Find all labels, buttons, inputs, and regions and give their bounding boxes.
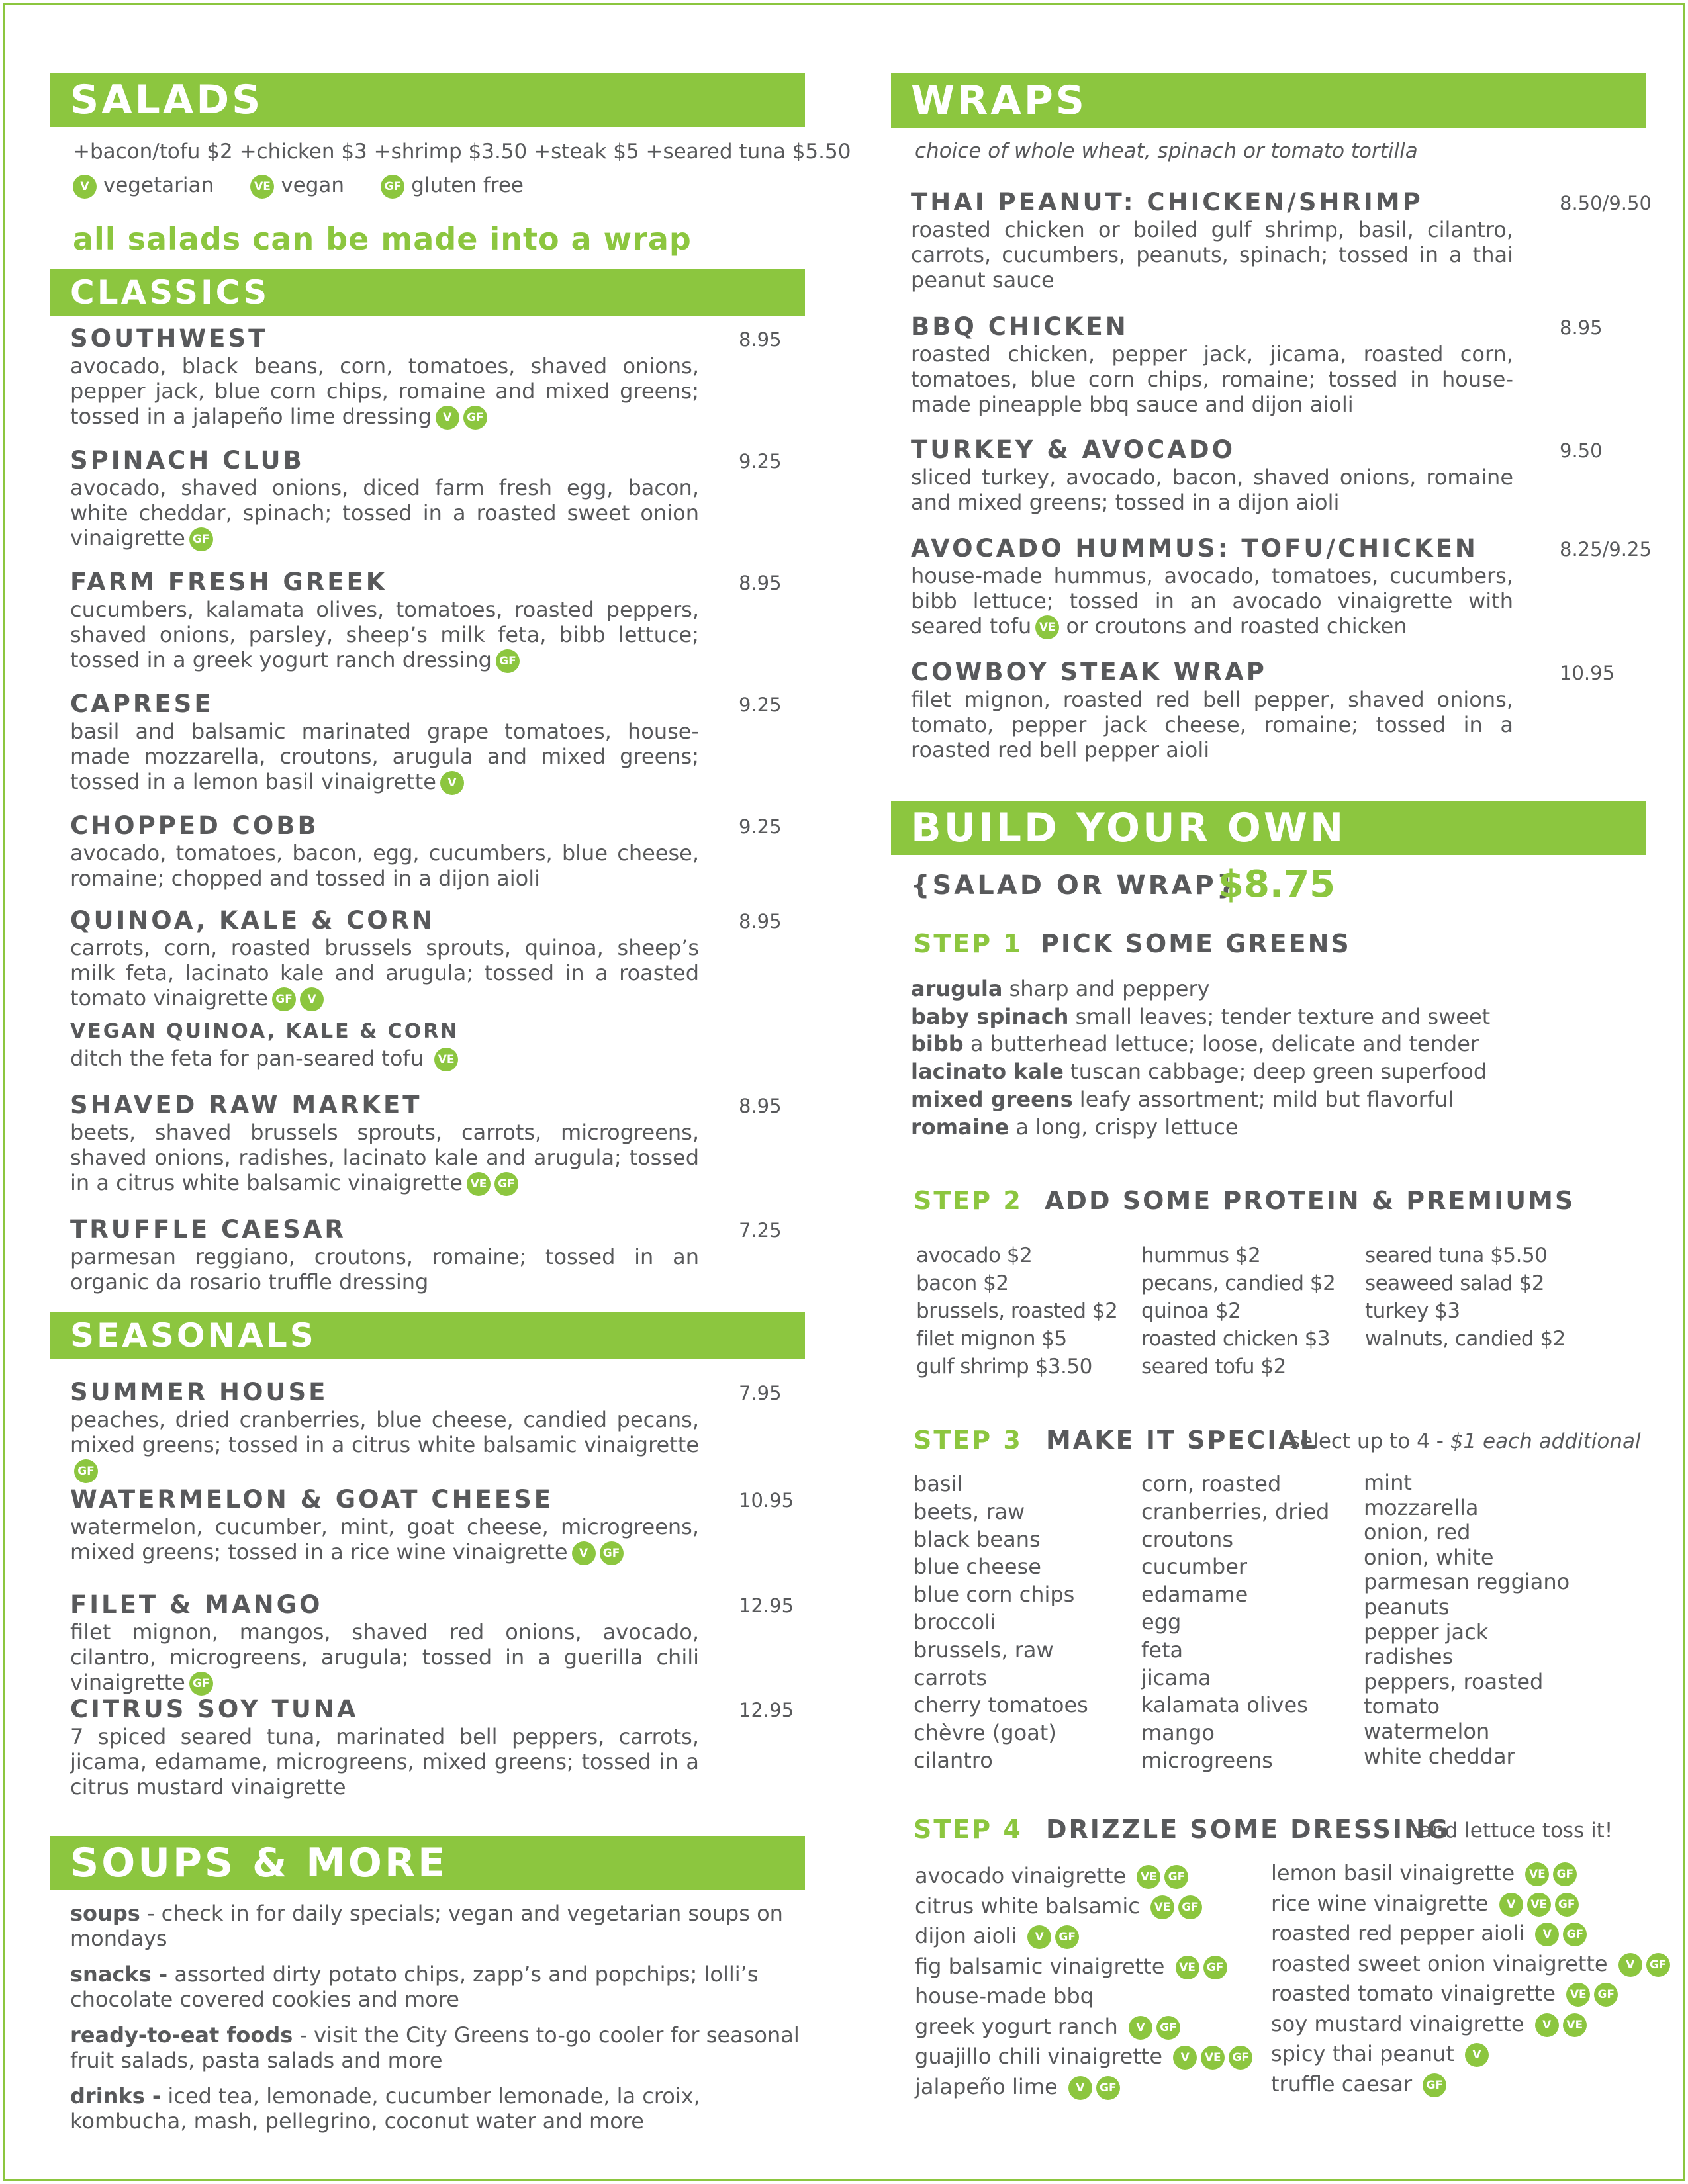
dressing-item — [915, 1921, 1252, 1952]
dressings-col-1 — [915, 1861, 1252, 2102]
vegetarian-badge-icon: V — [300, 987, 324, 1011]
gluten-free-badge-icon: GF — [1555, 1893, 1579, 1917]
dressing-item — [915, 1891, 1252, 1922]
classics-item-price: 8.95 — [739, 572, 782, 594]
dressing-item — [915, 2072, 1252, 2103]
vegetarian-badge-icon: V — [1618, 1953, 1642, 1977]
gluten-free-badge-icon: GF — [1164, 1865, 1188, 1889]
snacks-item-text: assorted dirty potato chips, zapp’s and popchips; lolli’s chocolate covered cookies and more — [70, 1962, 759, 2012]
premium-item: seaweed salad $2 — [1365, 1271, 1544, 1295]
special-item: white cheddar — [1364, 1743, 1515, 1769]
dressing-item — [915, 1952, 1252, 1982]
dressings-col-2 — [1271, 1858, 1670, 2099]
seasonals-header — [50, 1312, 805, 1359]
gluten-free-badge-icon: GF — [74, 1459, 98, 1483]
dressing-item — [1271, 2070, 1670, 2100]
step1-label: STEP 1 — [914, 929, 1023, 958]
classics-item-desc — [70, 1120, 699, 1196]
classics-title: CLASSICS — [70, 273, 270, 312]
premiums-col-2 — [1141, 1242, 1335, 1381]
wraps-header — [891, 73, 1646, 128]
special-item: onion, white — [1364, 1544, 1494, 1570]
ready-to-eat-item-label: ready-to-eat foods — [70, 2023, 293, 2048]
green-desc: sharp and peppery — [1002, 976, 1210, 1001]
classics-item-desc — [70, 841, 699, 891]
classics-item-price: 9.25 — [739, 815, 782, 838]
wraps-item-price: 8.50/9.50 — [1560, 192, 1652, 214]
wraps-item-desc — [911, 465, 1513, 515]
seasonals-item-name: FILET & MANGO — [70, 1590, 323, 1619]
seasonals-item-desc-text: peaches, dried cranberries, blue cheese, candied pecans, mixed greens; tossed in a citrus white balsamic vinaigrette — [70, 1407, 699, 1457]
dressing-item — [1271, 1919, 1670, 1949]
special-item: cherry tomatoes — [914, 1692, 1088, 1718]
special-item: parmesan reggiano — [1364, 1569, 1570, 1595]
special-item: cucumber — [1141, 1554, 1248, 1580]
seasonals-item-price: 7.95 — [739, 1382, 782, 1404]
premiums-col-1 — [916, 1242, 1117, 1381]
wraps-item-name: TURKEY & AVOCADO — [911, 435, 1236, 464]
wraps-item-desc — [911, 687, 1513, 762]
ready-to-eat-item-text: - visit the City Greens to-go cooler for seasonal fruit salads, pasta salads and more — [70, 2023, 800, 2073]
premium-item: quinoa $2 — [1141, 1299, 1241, 1323]
green-item — [911, 1030, 1490, 1058]
dressing-name: soy mustard vinaigrette — [1271, 2011, 1524, 2036]
vegan-quinoa-desc — [70, 1046, 458, 1071]
drinks-item — [70, 2083, 818, 2134]
wraps-item-name: AVOCADO HUMMUS: TOFU/CHICKEN — [911, 534, 1478, 563]
gluten-free-badge-icon: GF — [1178, 1895, 1202, 1919]
classics-item-price: 7.25 — [739, 1219, 782, 1242]
dressing-name: avocado vinaigrette — [915, 1863, 1127, 1888]
vegetarian-badge-icon: V — [1465, 2043, 1489, 2067]
special-item: onion, red — [1364, 1520, 1471, 1545]
salads-title: SALADS — [70, 77, 263, 123]
premium-item: pecans, candied $2 — [1141, 1271, 1336, 1295]
dressing-name: rice wine vinaigrette — [1271, 1890, 1489, 1916]
premium-item: seared tofu $2 — [1141, 1355, 1286, 1379]
classics-item-price: 8.95 — [739, 328, 782, 351]
classics-item-name: QUINOA, KALE & CORN — [70, 906, 436, 934]
ready-to-eat-item — [70, 2023, 818, 2073]
dressing-name: lemon basil vinaigrette — [1271, 1860, 1515, 1886]
classics-item-name: CAPRESE — [70, 690, 214, 718]
step4-label: STEP 4 — [914, 1815, 1023, 1844]
classics-item-desc-text: cucumbers, kalamata olives, tomatoes, roasted peppers, shaved onions, parsley, sheep’s milk feta, bibb lettuce; tossed in a greek yogurt ranch dressing — [70, 597, 699, 672]
vegetarian-badge-icon: V — [1027, 1925, 1051, 1949]
classics-item-desc-text: basil and balsamic marinated grape tomatoes, house-made mozzarella, croutons, arugula and mixed greens; tossed in a lemon basil vinaigrette — [70, 719, 699, 794]
wraps-item-name: THAI PEANUT: CHICKEN/SHRIMP — [911, 188, 1423, 216]
special-item: feta — [1141, 1637, 1184, 1662]
special-item: peppers, roasted — [1364, 1668, 1544, 1694]
vegan-badge-icon: VE — [1563, 2013, 1587, 2037]
green-name: mixed greens — [911, 1086, 1073, 1112]
wraps-item-desc — [911, 217, 1513, 293]
green-item — [911, 976, 1490, 1003]
step2-label: STEP 2 — [914, 1186, 1023, 1215]
step2-title: ADD SOME PROTEIN & PREMIUMS — [1045, 1186, 1575, 1215]
seasonals-item-price: 12.95 — [739, 1594, 794, 1617]
premium-item: seared tuna $5.50 — [1365, 1244, 1548, 1267]
green-name: baby spinach — [911, 1003, 1069, 1029]
gluten-free-badge-icon: GF — [189, 527, 213, 551]
dressing-name: roasted sweet onion vinaigrette — [1271, 1950, 1608, 1976]
wraps-item-price: 10.95 — [1560, 662, 1615, 684]
snacks-item — [70, 1962, 818, 2012]
gluten-free-badge-icon: GF — [600, 1541, 624, 1565]
wraps-item-price: 8.25/9.25 — [1560, 538, 1652, 561]
vegetarian-badge-icon: V — [1499, 1893, 1523, 1917]
wraps-item-price: 8.95 — [1560, 316, 1603, 339]
special-item: radishes — [1364, 1644, 1454, 1670]
special-item: cranberries, dried — [1141, 1498, 1330, 1524]
wraps-title: WRAPS — [911, 77, 1088, 124]
premium-item: brussels, roasted $2 — [916, 1299, 1118, 1323]
dressing-name: greek yogurt ranch — [915, 2013, 1118, 2039]
wraps-item-price: 9.50 — [1560, 439, 1603, 462]
legend-gluten-free: gluten free — [411, 173, 524, 197]
build-subtitle: {SALAD OR WRAP} — [911, 870, 1239, 901]
vegan-badge-icon: VE — [1566, 1983, 1590, 2007]
premiums-col-3 — [1365, 1242, 1566, 1353]
vegan-badge-icon: VE — [1527, 1893, 1551, 1917]
drinks-item-text: iced tea, lemonade, cucumber lemonade, la croix, kombucha, mash, pellegrino, coconut water and more — [70, 2083, 700, 2134]
gluten-free-badge-icon: GF — [381, 175, 404, 199]
classics-item-desc-text: avocado, black beans, corn, tomatoes, shaved onions, pepper jack, blue corn chips, romaine and mixed greens; tossed in a jalapeño lime dressing — [70, 353, 699, 429]
green-desc: tuscan cabbage; deep green superfood — [1063, 1059, 1487, 1085]
classics-item-name: SHAVED RAW MARKET — [70, 1091, 422, 1119]
green-item — [911, 1086, 1490, 1114]
classics-item-desc — [70, 935, 699, 1011]
legend-vegan: vegan — [281, 173, 345, 197]
premium-item: filet mignon $5 — [916, 1327, 1067, 1351]
gluten-free-badge-icon: GF — [1563, 1923, 1587, 1946]
premium-item: turkey $3 — [1365, 1299, 1460, 1323]
seasonals-item-name: CITRUS SOY TUNA — [70, 1695, 359, 1723]
seasonals-item-price: 10.95 — [739, 1489, 794, 1512]
soups-item — [70, 1901, 818, 1951]
special-item: croutons — [1141, 1526, 1233, 1552]
gluten-free-badge-icon: GF — [1229, 2046, 1252, 2070]
premium-item: hummus $2 — [1141, 1244, 1261, 1267]
classics-item-name: FARM FRESH GREEK — [70, 568, 388, 596]
dressing-name: truffle caesar — [1271, 2071, 1413, 2097]
extras-col-3 — [1364, 1471, 1570, 1769]
vegetarian-badge-icon: V — [1129, 2016, 1152, 2040]
soups-header — [50, 1836, 805, 1890]
gluten-free-badge-icon: GF — [1553, 1862, 1577, 1886]
green-desc: small leaves; tender texture and sweet — [1068, 1003, 1491, 1029]
seasonals-item-name: SUMMER HOUSE — [70, 1378, 328, 1406]
special-item: mango — [1141, 1720, 1215, 1746]
wraps-item-desc-text: roasted chicken, pepper jack, jicama, roasted corn, tomatoes, blue corn chips, romaine; tossed in house-made pineapple bbq sauce and dijon aioli — [911, 341, 1513, 417]
soups-item-label: soups — [70, 1901, 140, 1926]
special-item: microgreens — [1141, 1747, 1273, 1773]
dressing-item — [915, 1981, 1252, 2012]
special-item: beets, raw — [914, 1498, 1025, 1524]
gluten-free-badge-icon: GF — [1423, 2073, 1446, 2097]
green-desc: leafy assortment; mild but flavorful — [1072, 1086, 1454, 1112]
step3-label: STEP 3 — [914, 1426, 1023, 1455]
classics-item-price: 9.25 — [739, 450, 782, 473]
classics-item-price: 8.95 — [739, 910, 782, 933]
dressing-item — [915, 2042, 1252, 2072]
wraps-item-desc-text: filet mignon, roasted red bell pepper, shaved onions, tomato, pepper jack cheese, romaine; tossed in a roasted red bell pepper aioli — [911, 687, 1513, 762]
snacks-item-label: snacks - — [70, 1962, 168, 1987]
gluten-free-badge-icon: GF — [463, 406, 487, 430]
seasonals-item-desc — [70, 1407, 699, 1483]
diet-legend — [73, 173, 524, 199]
step3-title: MAKE IT SPECIAL — [1046, 1426, 1318, 1455]
dressing-name: roasted red pepper aioli — [1271, 1921, 1525, 1946]
extras-col-2 — [1141, 1471, 1329, 1775]
step4-note: and lettuce toss it! — [1419, 1819, 1613, 1843]
green-name: arugula — [911, 976, 1003, 1001]
classics-item-desc-text: avocado, shaved onions, diced farm fresh egg, bacon, white cheddar, spinach; tossed in a roasted sweet onion vinaigrette — [70, 475, 699, 551]
vegetarian-badge-icon: V — [572, 1541, 596, 1565]
vegan-quinoa-name: VEGAN QUINOA, KALE & CORN — [70, 1020, 459, 1043]
build-price: $8.75 — [1218, 863, 1336, 906]
special-item: egg — [1141, 1609, 1182, 1635]
classics-item-desc-text: parmesan reggiano, croutons, romaine; tossed in an organic da rosario truffle dressing — [70, 1244, 699, 1295]
vegan-badge-icon: VE — [434, 1048, 458, 1071]
classics-item-desc — [70, 475, 699, 551]
special-item: chèvre (goat) — [914, 1720, 1056, 1746]
salad-addons: +bacon/tofu $2 +chicken $3 +shrimp $3.50 +steak $5 +seared tuna $5.50 — [73, 140, 851, 163]
vegetarian-badge-icon: V — [1068, 2076, 1092, 2100]
dressing-item — [1271, 2039, 1670, 2070]
special-item: tomato — [1364, 1694, 1440, 1719]
step3-note — [1289, 1430, 1641, 1453]
seasonals-item-desc — [70, 1514, 699, 1565]
classics-item-desc-text: avocado, tomatoes, bacon, egg, cucumbers, blue cheese, romaine; chopped and tossed in a dijon aioli — [70, 841, 699, 891]
special-item: corn, roasted — [1141, 1471, 1282, 1496]
classics-item-price: 9.25 — [739, 694, 782, 716]
special-item: black beans — [914, 1526, 1041, 1552]
step4-title: DRIZZLE SOME DRESSING — [1046, 1815, 1450, 1844]
classics-item-desc-text: carrots, corn, roasted brussels sprouts, quinoa, sheep’s milk feta, lacinato kale and arugula; tossed in a roasted tomato vinaigrette — [70, 935, 699, 1011]
special-item: cilantro — [914, 1747, 993, 1773]
vegan-badge-icon: VE — [467, 1172, 491, 1196]
legend-vegetarian: vegetarian — [103, 173, 214, 197]
vegan-quinoa-text: ditch the feta for pan-seared tofu — [70, 1046, 424, 1071]
premium-item: avocado $2 — [916, 1244, 1033, 1267]
wrap-note: all salads can be made into a wrap — [73, 221, 692, 257]
green-item — [911, 1058, 1490, 1086]
wraps-item-desc-text: or croutons and roasted chicken — [1066, 614, 1407, 639]
wraps-item-desc-text: house-made hummus, avocado, tomatoes, cucumbers, bibb lettuce; tossed in an avocado vinaigrette with seared tofu — [911, 563, 1513, 639]
extras-col-1 — [914, 1471, 1088, 1775]
special-item: peanuts — [1364, 1594, 1450, 1619]
dressing-item — [1271, 2009, 1670, 2040]
step3-note-text: select up to 4 - — [1289, 1430, 1450, 1453]
soups-list — [70, 1901, 818, 2144]
classics-item-desc — [70, 1244, 699, 1295]
wraps-item-name: COWBOY STEAK WRAP — [911, 658, 1267, 686]
seasonals-item-desc-text: filet mignon, mangos, shaved red onions, avocado, cilantro, microgreens, arugula; tossed in a guerilla chili vinaigrette — [70, 1619, 699, 1695]
gluten-free-badge-icon: GF — [1055, 1925, 1079, 1949]
wraps-item-desc-text: sliced turkey, avocado, bacon, shaved onions, romaine and mixed greens; tossed in a dijon aioli — [911, 465, 1513, 515]
dressing-name: roasted tomato vinaigrette — [1271, 1981, 1556, 2006]
seasonals-item-price: 12.95 — [739, 1699, 794, 1721]
vegan-badge-icon: VE — [1525, 1862, 1549, 1886]
vegetarian-badge-icon: V — [436, 406, 459, 430]
vegan-badge-icon: VE — [1150, 1895, 1174, 1919]
special-item: blue corn chips — [914, 1582, 1075, 1608]
gluten-free-badge-icon: GF — [1096, 2076, 1120, 2100]
soups-item-text: - check in for daily specials; vegan and vegetarian soups on mondays — [70, 1901, 783, 1951]
vegan-badge-icon: VE — [1035, 615, 1059, 639]
step3-note-italic: $1 each additional — [1450, 1430, 1641, 1453]
special-item: watermelon — [1364, 1718, 1490, 1744]
special-item: jicama — [1141, 1664, 1211, 1690]
gluten-free-badge-icon: GF — [189, 1672, 213, 1696]
dressing-item — [1271, 1949, 1670, 1979]
vegetarian-badge-icon: V — [1535, 1923, 1559, 1946]
gluten-free-badge-icon: GF — [272, 987, 296, 1011]
dressing-name: citrus white balsamic — [915, 1893, 1140, 1919]
vegetarian-badge-icon: V — [440, 771, 464, 795]
special-item: kalamata olives — [1141, 1692, 1308, 1718]
premium-item: roasted chicken $3 — [1141, 1327, 1331, 1351]
premium-item: walnuts, candied $2 — [1365, 1327, 1566, 1351]
green-desc: a long, crispy lettuce — [1009, 1114, 1239, 1140]
greens-list — [911, 976, 1490, 1141]
wraps-subtitle: choice of whole wheat, spinach or tomato tortilla — [915, 139, 1418, 163]
classics-item-name: SOUTHWEST — [70, 324, 268, 353]
vegan-badge-icon: VE — [1137, 1865, 1160, 1889]
salads-header — [50, 73, 805, 127]
green-name: lacinato kale — [911, 1059, 1064, 1085]
gluten-free-badge-icon: GF — [1646, 1953, 1670, 1977]
green-name: bibb — [911, 1031, 964, 1057]
wraps-item-name: BBQ CHICKEN — [911, 312, 1129, 341]
special-item: mint — [1364, 1470, 1412, 1495]
dressing-name: spicy thai peanut — [1271, 2041, 1454, 2066]
dressing-item — [1271, 1858, 1670, 1889]
dressing-name: dijon aioli — [915, 1923, 1017, 1948]
dressing-name: house-made bbq — [915, 1983, 1094, 2009]
dressing-name: jalapeño lime — [915, 2073, 1058, 2099]
premium-item: gulf shrimp $3.50 — [916, 1355, 1092, 1379]
green-item — [911, 1114, 1490, 1142]
seasonals-item-desc-text: watermelon, cucumber, mint, goat cheese, microgreens, mixed greens; tossed in a rice wine vinaigrette — [70, 1514, 699, 1565]
special-item: carrots — [914, 1664, 988, 1690]
classics-header — [50, 269, 805, 316]
step1-title: PICK SOME GREENS — [1041, 929, 1351, 958]
special-item: mozzarella — [1364, 1494, 1479, 1520]
vegan-badge-icon: VE — [1176, 1956, 1199, 1979]
seasonals-item-name: WATERMELON & GOAT CHEESE — [70, 1485, 554, 1514]
special-item: broccoli — [914, 1609, 996, 1635]
green-item — [911, 1003, 1490, 1031]
dressing-item — [915, 2012, 1252, 2042]
premium-item: bacon $2 — [916, 1271, 1009, 1295]
wraps-item-desc — [911, 341, 1513, 417]
classics-item-desc — [70, 719, 699, 795]
wraps-item-desc-text: roasted chicken or boiled gulf shrimp, basil, cilantro, carrots, cucumbers, peanuts, spinach; tossed in a thai peanut sauce — [911, 217, 1513, 293]
dressing-item — [1271, 1889, 1670, 1919]
gluten-free-badge-icon: GF — [496, 649, 520, 673]
gluten-free-badge-icon: GF — [1156, 2016, 1180, 2040]
vegetarian-badge-icon: V — [1535, 2013, 1559, 2037]
special-item: blue cheese — [914, 1554, 1041, 1580]
wraps-item-desc — [911, 563, 1513, 639]
vegetarian-badge-icon: V — [1173, 2046, 1197, 2070]
classics-item-name: CHOPPED COBB — [70, 811, 319, 840]
soups-title: SOUPS & MORE — [70, 1840, 448, 1886]
dressing-item — [1271, 1979, 1670, 2009]
gluten-free-badge-icon: GF — [494, 1172, 518, 1196]
build-header — [891, 801, 1646, 855]
seasonals-title: SEASONALS — [70, 1316, 316, 1355]
special-item: pepper jack — [1364, 1619, 1489, 1645]
special-item: brussels, raw — [914, 1637, 1054, 1662]
seasonals-item-desc — [70, 1724, 699, 1799]
classics-item-desc-text: beets, shaved brussels sprouts, carrots, microgreens, shaved onions, radishes, lacinato kale and arugula; tossed in a citrus white balsamic vinaigrette — [70, 1120, 699, 1195]
classics-item-name: TRUFFLE CAESAR — [70, 1215, 346, 1244]
special-item: edamame — [1141, 1582, 1248, 1608]
green-desc: a butterhead lettuce; loose, delicate and tender — [963, 1031, 1479, 1057]
special-item: basil — [914, 1471, 963, 1496]
classics-item-desc — [70, 597, 699, 673]
seasonals-item-desc — [70, 1619, 699, 1696]
dressing-name: fig balsamic vinaigrette — [915, 1953, 1165, 1979]
classics-item-name: SPINACH CLUB — [70, 446, 305, 475]
vegan-badge-icon: VE — [1201, 2046, 1225, 2070]
classics-item-desc — [70, 353, 699, 430]
gluten-free-badge-icon: GF — [1203, 1956, 1227, 1979]
vegan-badge-icon: VE — [250, 175, 274, 199]
gluten-free-badge-icon: GF — [1594, 1983, 1618, 2007]
dressing-name: guajillo chili vinaigrette — [915, 2044, 1163, 2069]
dressing-item — [915, 1861, 1252, 1891]
seasonals-item-desc-text: 7 spiced seared tuna, marinated bell peppers, carrots, jicama, edamame, microgreens, mixed greens; tossed in a citrus mustard vinaigrette — [70, 1724, 699, 1799]
build-title: BUILD YOUR OWN — [911, 805, 1346, 851]
vegetarian-badge-icon: V — [73, 175, 97, 199]
classics-item-price: 8.95 — [739, 1095, 782, 1117]
green-name: romaine — [911, 1114, 1009, 1140]
drinks-item-label: drinks - — [70, 2083, 162, 2109]
